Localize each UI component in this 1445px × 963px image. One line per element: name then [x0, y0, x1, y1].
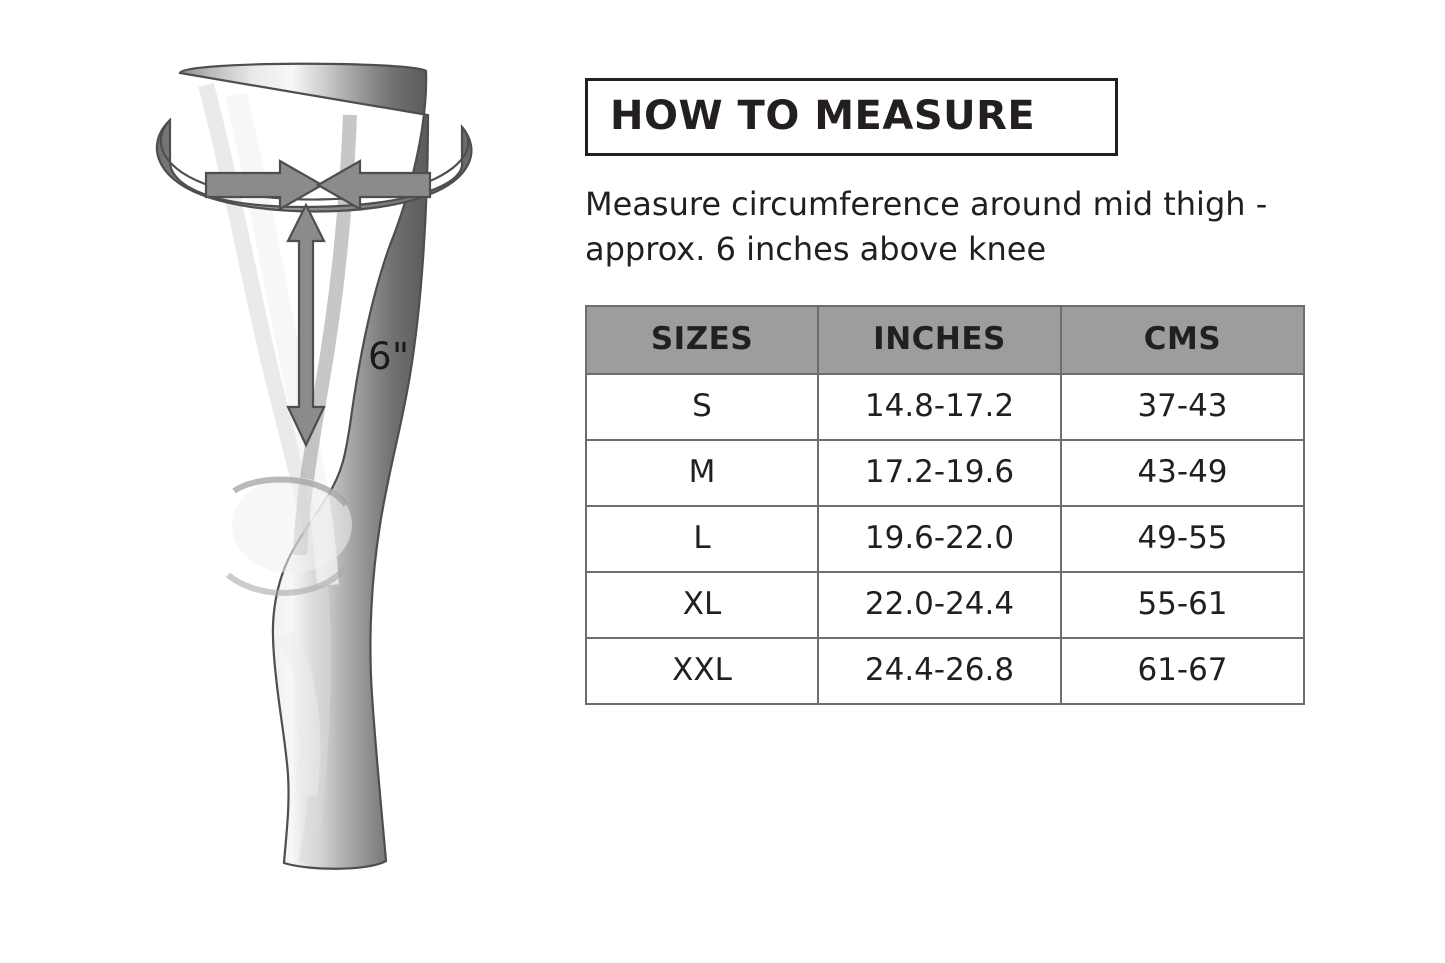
table-row [586, 638, 1304, 704]
table-header-row [586, 306, 1304, 374]
column-header-inches: INCHES [818, 306, 1061, 374]
cell-inches: 17.2-19.6 [818, 440, 1061, 506]
cell-size: XL [586, 572, 818, 638]
cell-cms: 43-49 [1061, 440, 1304, 506]
cell-size: S [586, 374, 818, 440]
cell-inches: 22.0-24.4 [818, 572, 1061, 638]
title-box [585, 78, 1118, 156]
cell-size: L [586, 506, 818, 572]
table-row [586, 506, 1304, 572]
cell-cms: 49-55 [1061, 506, 1304, 572]
leg-illustration [110, 55, 540, 915]
table-row [586, 572, 1304, 638]
cell-inches: 14.8-17.2 [818, 374, 1061, 440]
column-header-sizes: SIZES [586, 306, 818, 374]
table-row [586, 440, 1304, 506]
cell-inches: 19.6-22.0 [818, 506, 1061, 572]
instruction-text: Measure circumference around mid thigh - approx. 6 inches above knee [585, 185, 1268, 269]
cell-size: M [586, 440, 818, 506]
measurement-label: 6" [368, 335, 410, 378]
cell-cms: 37-43 [1061, 374, 1304, 440]
cell-inches: 24.4-26.8 [818, 638, 1061, 704]
cell-cms: 61-67 [1061, 638, 1304, 704]
info-panel [585, 78, 1325, 705]
page-title: HOW TO MEASURE [610, 93, 1036, 139]
table-row [586, 374, 1304, 440]
column-header-cms: CMS [1061, 306, 1304, 374]
cell-cms: 55-61 [1061, 572, 1304, 638]
cell-size: XXL [586, 638, 818, 704]
size-table [585, 305, 1305, 705]
